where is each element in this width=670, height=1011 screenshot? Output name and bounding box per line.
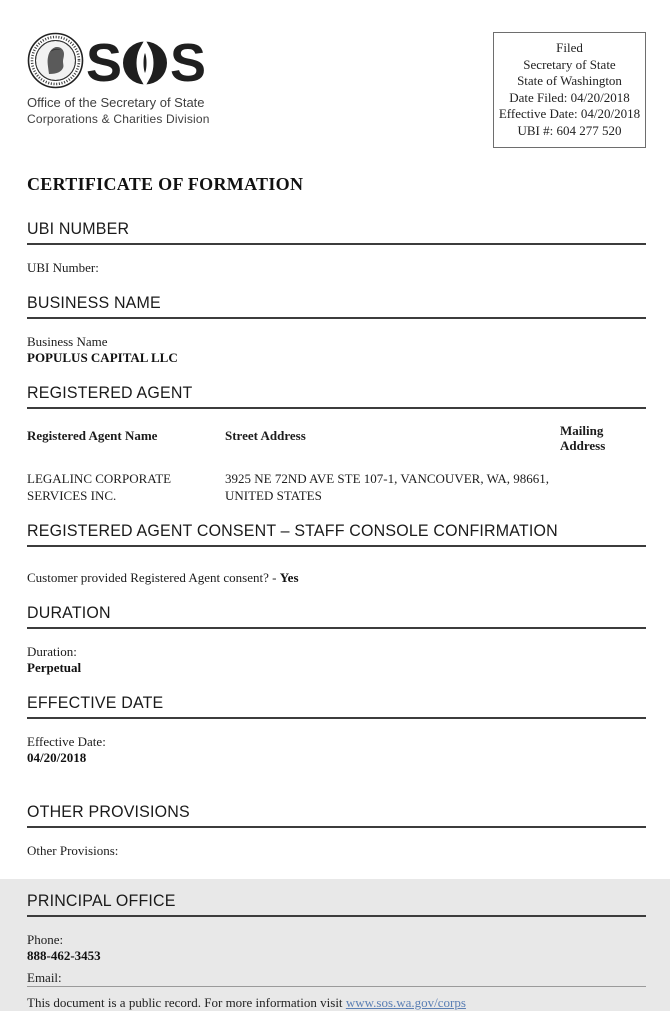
- section-heading-business-name: BUSINESS NAME: [27, 293, 646, 319]
- effective-date-value: 04/20/2018: [27, 750, 87, 765]
- business-name-label: Business Name: [27, 334, 108, 349]
- washington-seal-icon: [27, 32, 84, 94]
- filing-stamp-box: [493, 32, 646, 148]
- consent-question-label: Customer provided Registered Agent consent? -: [27, 570, 277, 585]
- stamp-line-secretary: Secretary of State: [523, 56, 616, 72]
- sos-corps-link[interactable]: www.sos.wa.gov/corps: [345, 995, 466, 1010]
- org-name-line1: Office of the Secretary of State: [27, 95, 205, 110]
- phone-value: 888-462-3453: [27, 948, 101, 963]
- consent-question: [27, 570, 646, 586]
- ubi-number-label: UBI Number:: [27, 260, 99, 275]
- consent-answer: Yes: [279, 570, 299, 585]
- effective-date-label: Effective Date:: [27, 734, 106, 749]
- section-heading-agent-consent: REGISTERED AGENT CONSENT – STAFF CONSOLE CONFIRMATION: [27, 521, 646, 547]
- stamp-line-effective-date: Effective Date: 04/20/2018: [498, 106, 641, 121]
- registered-agent-table: [27, 423, 646, 504]
- email-label: Email:: [27, 970, 62, 985]
- section-heading-ubi-number: UBI NUMBER: [27, 219, 646, 245]
- other-provisions-label: Other Provisions:: [27, 843, 119, 858]
- section-heading-principal-office: PRINCIPAL OFFICE: [27, 891, 646, 917]
- stamp-line-ubi: UBI #: 604 277 520: [517, 122, 622, 138]
- section-heading-effective-date: EFFECTIVE DATE: [27, 693, 646, 719]
- phone-label: Phone:: [27, 932, 64, 947]
- agent-col-street: Street Address: [225, 428, 306, 443]
- agent-street-cell: 3925 NE 72ND AVE STE 107-1, VANCOUVER, WA, 98661, UNITED STATES: [225, 471, 550, 503]
- duration-label: Duration:: [27, 644, 77, 659]
- agent-col-mailing: Mailing Address: [560, 423, 606, 453]
- sos-letter-s2: S: [170, 33, 205, 93]
- business-name-value: POPULUS CAPITAL LLC: [27, 350, 178, 365]
- document-footer: [27, 986, 646, 1011]
- section-heading-other-provisions: OTHER PROVISIONS: [27, 802, 646, 828]
- document-title: CERTIFICATE OF FORMATION: [27, 174, 304, 194]
- section-heading-registered-agent: REGISTERED AGENT: [27, 383, 646, 409]
- duration-value: Perpetual: [27, 660, 82, 675]
- stamp-line-date-filed: Date Filed: 04/20/2018: [509, 89, 630, 105]
- sos-logo: [27, 30, 210, 126]
- document-header: [27, 30, 646, 148]
- footer-text: This document is a public record. For more information visit: [27, 995, 346, 1010]
- stamp-line-filed: Filed: [556, 40, 583, 55]
- sos-letter-s1: S: [86, 33, 121, 93]
- org-name-line2: Corporations & Charities Division: [27, 112, 210, 126]
- stamp-line-state: State of Washington: [517, 73, 622, 88]
- agent-col-name: Registered Agent Name: [27, 428, 158, 443]
- agent-name-cell: LEGALINC CORPORATE SERVICES INC.: [27, 471, 172, 503]
- agent-mailing-cell: [560, 470, 646, 504]
- sos-o-glyph-icon: [121, 39, 169, 92]
- section-heading-duration: DURATION: [27, 603, 646, 629]
